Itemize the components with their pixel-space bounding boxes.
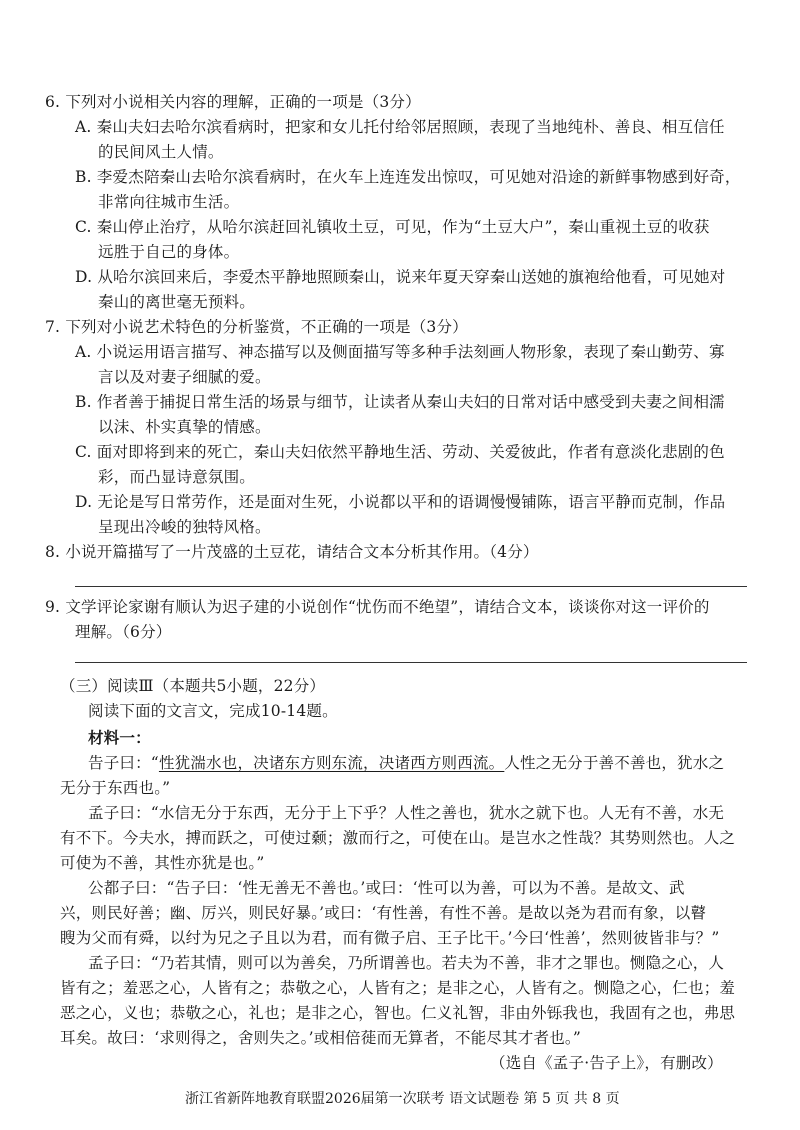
q6-option-d-cont: 秦山的离世毫无预料。 (98, 293, 256, 311)
q6-option-b: B. 李爱杰陪秦山去哈尔滨看病时，在火车上连连发出惊叹，可见她对沿途的新鲜事物感到好奇， (75, 168, 741, 186)
passage-line: 耳矣。故曰：‘求则得之，舍则失之。’或相倍蓰而无算者，不能尽其才者也。” (60, 1029, 581, 1047)
q7-option-d-cont: 呈现出冷峻的独特风格。 (98, 518, 271, 536)
page-footer: 浙江省新阵地教育联盟2026届第一次联考 语文试题卷 第 5 页 共 8 页 (185, 1091, 620, 1107)
passage-line: 有不下。今夫水，搏而跃之，可使过颡；激而行之，可使在山。是岂水之性哉？其势则然也。人之 (60, 829, 736, 847)
passage-line: 孟子曰：“乃若其情，则可以为善矣，乃所谓善也。若夫为不善，非才之罪也。恻隐之心，人 (88, 954, 725, 972)
q8-answer-line (75, 586, 747, 587)
q9-stem-cont: 理解。（6分） (75, 623, 172, 641)
q8-stem: 8. 小说开篇描写了一片茂盛的土豆花，请结合文本分析其作用。（4分） (45, 543, 539, 561)
passage-line: 兴，则民好善；幽、厉兴，则民好暴。’或曰：‘有性善，有性不善。是故以尧为君而有象，以瞽 (60, 904, 707, 922)
speaker-gaozi: 告子曰：“ (88, 754, 159, 772)
q7-stem: 7. 下列对小说艺术特色的分析鉴赏，不正确的一项是（3分） (45, 318, 468, 336)
q7-option-b-cont: 以沫、朴实真挚的情感。 (98, 418, 271, 436)
q7-option-a-cont: 言以及对妻子细腻的爱。 (98, 368, 271, 386)
passage-line (88, 753, 724, 773)
section-instruction: 阅读下面的文言文，完成10-14题。 (88, 702, 338, 720)
q9-answer-line (75, 662, 747, 663)
passage-line: 公都子曰：“告子曰：‘性无善无不善也。’或曰：‘性可以为善，可以为不善。是故文、武 (88, 879, 685, 897)
underlined-sentence: 性犹湍水也，决诸东方则东流，决诸西方则西流。 (158, 754, 505, 772)
q9-stem: 9. 文学评论家谢有顺认为迟子建的小说创作“忧伤而不绝望”，请结合文本，谈谈你对这一评价的 (45, 598, 710, 616)
q6-option-b-cont: 非常向往城市生活。 (98, 193, 240, 211)
q7-option-c: C. 面对即将到来的死亡，秦山夫妇依然平静地生活、劳动、关爱彼此，作者有意淡化悲剧的色 (75, 443, 725, 461)
q6-stem: 6. 下列对小说相关内容的理解，正确的一项是（3分） (45, 93, 421, 111)
q7-option-b: B. 作者善于捕捉日常生活的场景与细节，让读者从秦山夫妇的日常对话中感受到夫妻之间相濡 (75, 393, 725, 411)
q6-option-a-cont: 的民间风土人情。 (98, 143, 224, 161)
passage-line: 皆有之；羞恶之心，人皆有之；恭敬之心，人皆有之；是非之心，人皆有之。恻隐之心，仁也；羞 (60, 979, 736, 997)
passage-line: 可使为不善，其性亦犹是也。” (60, 854, 265, 872)
passage-line: 孟子曰：“水信无分于东西，无分于上下乎？人性之善也，犹水之就下也。人无有不善，水无 (88, 804, 725, 822)
q6-option-a: A. 秦山夫妇去哈尔滨看病时，把家和女儿托付给邻居照顾，表现了当地纯朴、善良、相互信任 (75, 118, 725, 136)
source-citation: （选自《孟子·告子上》，有删改） (490, 1054, 723, 1072)
section-heading: （三）阅读Ⅲ（本题共5小题，22分） (60, 677, 326, 695)
passage-line: 无分于东西也。” (60, 779, 171, 797)
q6-option-c: C. 秦山停止治疗，从哈尔滨赶回礼镇收土豆，可见，作为“土豆大户”，秦山重视土豆的收获 (75, 218, 710, 236)
passage-line: 恶之心，义也；恭敬之心，礼也；是非之心，智也。仁义礼智，非由外铄我也，我固有之也，弗思 (60, 1004, 736, 1022)
passage-text: 人性之无分于善不善也，犹水之 (504, 754, 725, 772)
q7-option-a: A. 小说运用语言描写、神态描写以及侧面描写等多种手法刻画人物形象，表现了秦山勤劳、寡 (75, 343, 725, 361)
q6-option-d: D. 从哈尔滨回来后，李爱杰平静地照顾秦山，说来年夏天穿秦山送她的旗袍给他看，可见她对 (75, 268, 726, 286)
passage-line: 瞍为父而有舜，以纣为兄之子且以为君，而有微子启、王子比干。’今曰‘性善’，然则彼皆非与？” (60, 929, 720, 947)
material1-title: 材料一： (88, 728, 151, 747)
q6-option-c-cont: 远胜于自己的身体。 (98, 243, 240, 261)
q7-option-c-cont: 彩，而凸显诗意氛围。 (98, 468, 256, 486)
q7-option-d: D. 无论是写日常劳作，还是面对生死，小说都以平和的语调慢慢铺陈，语言平静而克制，作品 (75, 493, 726, 511)
